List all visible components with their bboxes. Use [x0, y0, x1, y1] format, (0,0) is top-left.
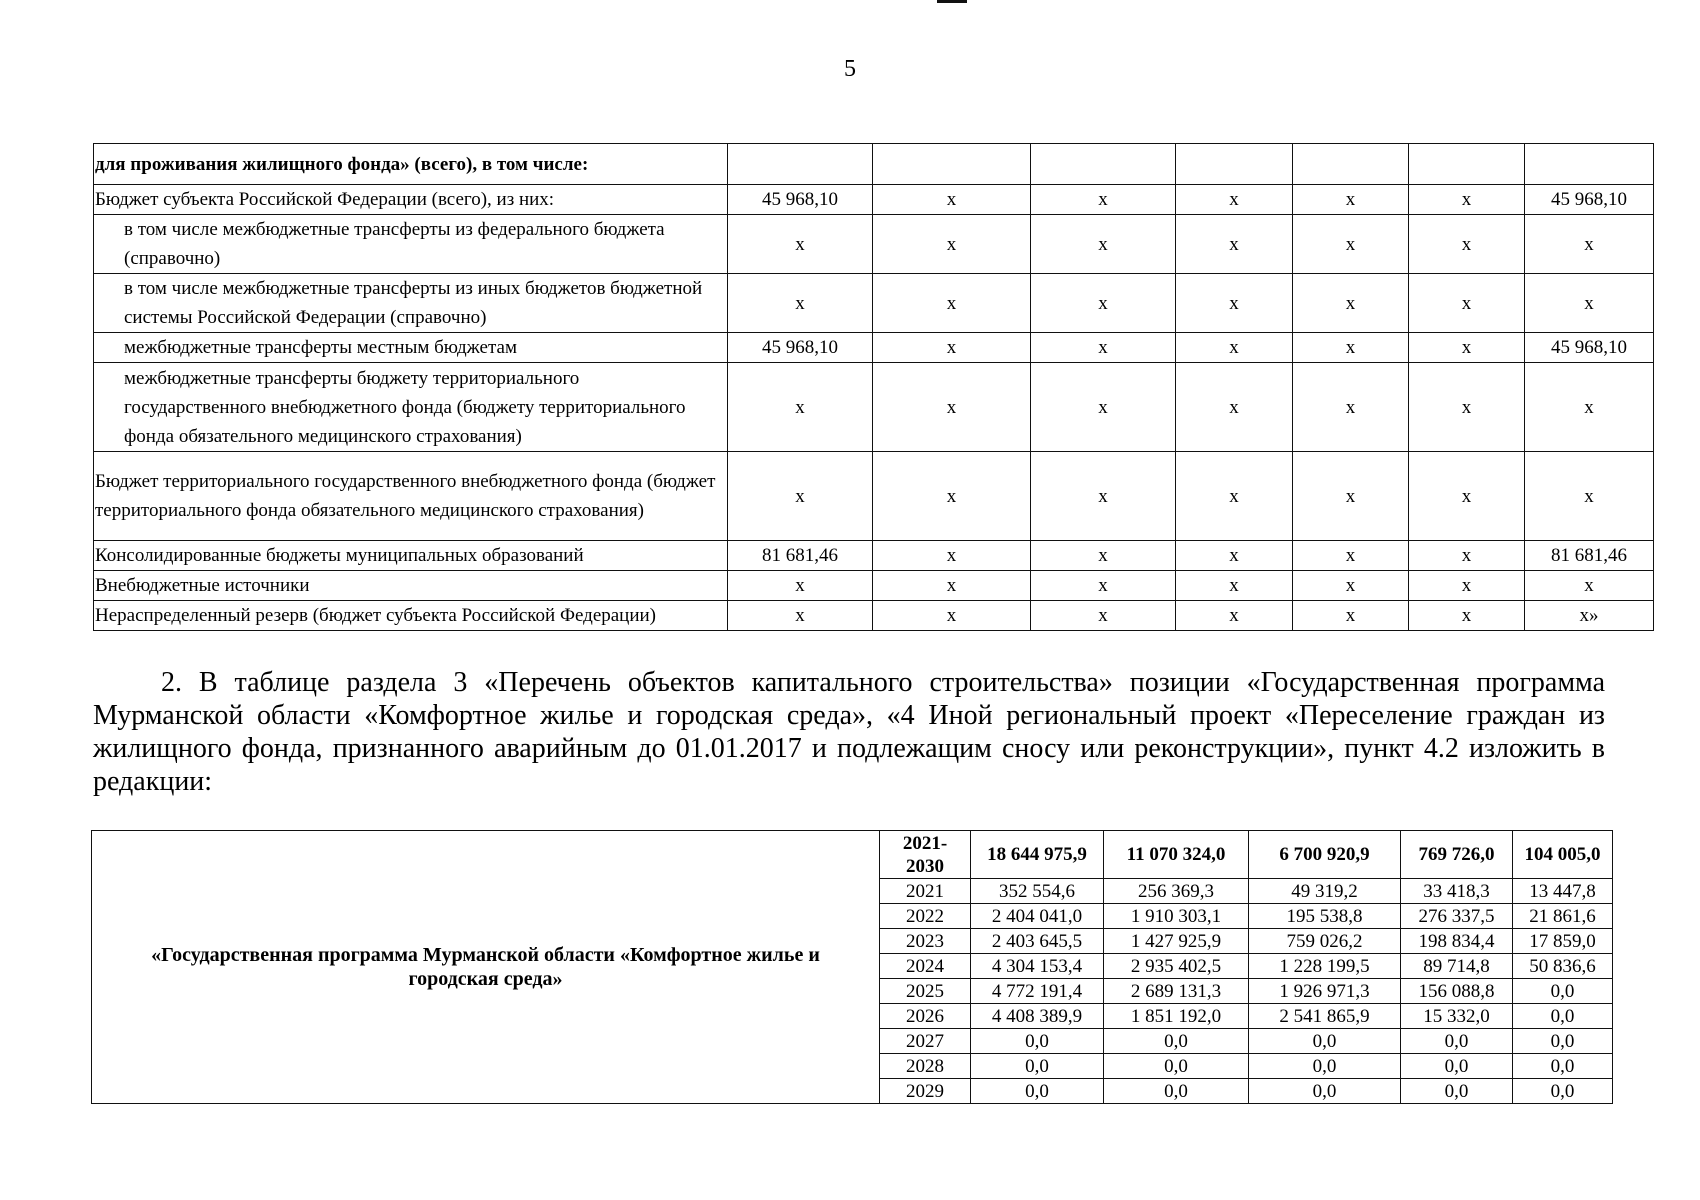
row-label: Внебюджетные источники: [94, 571, 728, 601]
value-cell: x: [1409, 363, 1525, 452]
value-cell: x: [1031, 601, 1176, 631]
value-cell: x: [1525, 571, 1654, 601]
value-cell: 0,0: [971, 1079, 1104, 1104]
value-cell: 81 681,46: [728, 541, 873, 571]
value-cell: 45 968,10: [1525, 333, 1654, 363]
value-cell: x: [728, 215, 873, 274]
value-cell: 0,0: [1513, 1004, 1613, 1029]
value-cell: x: [1293, 452, 1409, 541]
value-cell: 1 228 199,5: [1249, 954, 1401, 979]
value-cell: x: [1293, 333, 1409, 363]
value-cell: 2 689 131,3: [1104, 979, 1249, 1004]
value-cell: 50 836,6: [1513, 954, 1613, 979]
value-cell: 0,0: [1104, 1054, 1249, 1079]
row-label: в том числе межбюджетные трансферты из иных бюджетов бюджетной системы Российской Федерации (справочно): [94, 274, 728, 333]
total-cell: 6 700 920,9: [1249, 831, 1401, 879]
value-cell: x: [1031, 571, 1176, 601]
value-cell: [1525, 144, 1654, 185]
value-cell: 2 403 645,5: [971, 929, 1104, 954]
value-cell: x: [873, 571, 1031, 601]
value-cell: 0,0: [1249, 1029, 1401, 1054]
value-cell: 33 418,3: [1401, 879, 1513, 904]
value-cell: x: [728, 363, 873, 452]
value-cell: 198 834,4: [1401, 929, 1513, 954]
value-cell: x: [873, 541, 1031, 571]
value-cell: x: [1409, 452, 1525, 541]
year-cell: 2026: [880, 1004, 971, 1029]
row-label: Консолидированные бюджеты муниципальных образований: [94, 541, 728, 571]
value-cell: x: [728, 452, 873, 541]
table-row: [94, 601, 1654, 631]
value-cell: [728, 144, 873, 185]
value-cell: x: [1409, 215, 1525, 274]
value-cell: x: [1293, 215, 1409, 274]
value-cell: 15 332,0: [1401, 1004, 1513, 1029]
value-cell: x: [728, 601, 873, 631]
table-row: [94, 363, 1654, 452]
value-cell: x: [873, 185, 1031, 215]
value-cell: 2 404 041,0: [971, 904, 1104, 929]
page-number: 5: [844, 56, 856, 82]
value-cell: 0,0: [971, 1054, 1104, 1079]
value-cell: x: [1031, 541, 1176, 571]
row-label: в том числе межбюджетные трансферты из федерального бюджета (справочно): [94, 215, 728, 274]
value-cell: x: [1409, 541, 1525, 571]
value-cell: 156 088,8: [1401, 979, 1513, 1004]
table-row: [94, 571, 1654, 601]
row-label: межбюджетные трансферты местным бюджетам: [94, 333, 728, 363]
table-row: [94, 274, 1654, 333]
program-name-cell: «Государственная программа Мурманской области «Комфортное жилье и городская среда»: [92, 831, 880, 1104]
value-cell: 0,0: [1401, 1054, 1513, 1079]
year-cell: 2025: [880, 979, 971, 1004]
value-cell: [1176, 144, 1293, 185]
value-cell: 2 541 865,9: [1249, 1004, 1401, 1029]
value-cell: 0,0: [1513, 1079, 1613, 1104]
value-cell: 352 554,6: [971, 879, 1104, 904]
value-cell: x: [873, 215, 1031, 274]
year-cell: 2021: [880, 879, 971, 904]
value-cell: x: [1409, 274, 1525, 333]
table-row: [94, 144, 1654, 185]
value-cell: 0,0: [1249, 1054, 1401, 1079]
value-cell: x: [1525, 215, 1654, 274]
value-cell: x: [1176, 333, 1293, 363]
value-cell: 759 026,2: [1249, 929, 1401, 954]
value-cell: 0,0: [1104, 1029, 1249, 1054]
total-cell: 104 005,0: [1513, 831, 1613, 879]
value-cell: 0,0: [1104, 1079, 1249, 1104]
year-cell: 2027: [880, 1029, 971, 1054]
value-cell: x: [1293, 363, 1409, 452]
value-cell: x: [1409, 601, 1525, 631]
period-cell: 2021- 2030: [880, 831, 971, 879]
value-cell: 276 337,5: [1401, 904, 1513, 929]
value-cell: x: [1176, 274, 1293, 333]
table-row: [94, 452, 1654, 541]
value-cell: 1 851 192,0: [1104, 1004, 1249, 1029]
value-cell: 45 968,10: [1525, 185, 1654, 215]
value-cell: 0,0: [1513, 979, 1613, 1004]
value-cell: 256 369,3: [1104, 879, 1249, 904]
value-cell: 0,0: [1401, 1029, 1513, 1054]
value-cell: x: [873, 274, 1031, 333]
value-cell: 1 910 303,1: [1104, 904, 1249, 929]
row-label: для проживания жилищного фонда» (всего), в том числе:: [94, 144, 728, 185]
value-cell: x: [1176, 363, 1293, 452]
year-cell: 2023: [880, 929, 971, 954]
value-cell: x: [1176, 185, 1293, 215]
value-cell: 0,0: [1513, 1054, 1613, 1079]
value-cell: 89 714,8: [1401, 954, 1513, 979]
value-cell: x: [1293, 274, 1409, 333]
value-cell: x: [1031, 363, 1176, 452]
value-cell: x: [1176, 541, 1293, 571]
year-cell: 2022: [880, 904, 971, 929]
value-cell: 21 861,6: [1513, 904, 1613, 929]
total-cell: 11 070 324,0: [1104, 831, 1249, 879]
value-cell: x: [728, 571, 873, 601]
value-cell: x: [873, 601, 1031, 631]
value-cell: 45 968,10: [728, 333, 873, 363]
value-cell: x: [1525, 363, 1654, 452]
row-label: межбюджетные трансферты бюджету территориального государственного внебюджетного фонда (бюджету территориального фонда обязательного медицинского страхования): [94, 363, 728, 452]
year-cell: 2028: [880, 1054, 971, 1079]
capital-construction-table: [91, 830, 1613, 1104]
value-cell: [1293, 144, 1409, 185]
value-cell: 4 772 191,4: [971, 979, 1104, 1004]
value-cell: x: [1031, 452, 1176, 541]
value-cell: x: [1176, 452, 1293, 541]
value-cell: 49 319,2: [1249, 879, 1401, 904]
value-cell: 17 859,0: [1513, 929, 1613, 954]
funding-sources-table: [93, 143, 1654, 631]
table-row: [94, 333, 1654, 363]
page-top-mark: [937, 0, 967, 3]
value-cell: x: [1409, 571, 1525, 601]
value-cell: [1031, 144, 1176, 185]
year-cell: 2029: [880, 1079, 971, 1104]
amendment-paragraph: 2. В таблице раздела 3 «Перечень объектов капитального строительства» позиции «Государственная программа Мурманской области «Комфортное жилье и городская среда», «4 Иной региональный проект «Переселение граждан из жилищного фонда, признанного аварийным до 01.01.2017 и подлежащим сносу или реконструкции», пункт 4.2 изложить в редакции:: [93, 667, 1605, 797]
total-cell: 769 726,0: [1401, 831, 1513, 879]
value-cell: x: [873, 452, 1031, 541]
year-cell: 2024: [880, 954, 971, 979]
value-cell: 1 926 971,3: [1249, 979, 1401, 1004]
value-cell: 13 447,8: [1513, 879, 1613, 904]
value-cell: [873, 144, 1031, 185]
table-row: [92, 831, 1613, 879]
value-cell: 45 968,10: [728, 185, 873, 215]
value-cell: x: [728, 274, 873, 333]
row-label: Нераспределенный резерв (бюджет субъекта Российской Федерации): [94, 601, 728, 631]
value-cell: x: [1031, 274, 1176, 333]
value-cell: x: [1293, 185, 1409, 215]
value-cell: x: [1293, 601, 1409, 631]
value-cell: [1409, 144, 1525, 185]
value-cell: x: [873, 333, 1031, 363]
value-cell: 0,0: [971, 1029, 1104, 1054]
value-cell: x: [1293, 541, 1409, 571]
value-cell: x: [1176, 215, 1293, 274]
value-cell: x: [873, 363, 1031, 452]
total-cell: 18 644 975,9: [971, 831, 1104, 879]
value-cell: x: [1409, 185, 1525, 215]
row-label: Бюджет субъекта Российской Федерации (всего), из них:: [94, 185, 728, 215]
value-cell: 0,0: [1513, 1029, 1613, 1054]
value-cell: 0,0: [1401, 1079, 1513, 1104]
value-cell: x: [1031, 185, 1176, 215]
value-cell: 2 935 402,5: [1104, 954, 1249, 979]
table-row: [94, 185, 1654, 215]
value-cell: x: [1031, 215, 1176, 274]
value-cell: x: [1176, 571, 1293, 601]
value-cell: x: [1176, 601, 1293, 631]
value-cell: x»: [1525, 601, 1654, 631]
value-cell: 195 538,8: [1249, 904, 1401, 929]
table-row: [94, 215, 1654, 274]
value-cell: 1 427 925,9: [1104, 929, 1249, 954]
value-cell: 4 408 389,9: [971, 1004, 1104, 1029]
value-cell: x: [1525, 452, 1654, 541]
value-cell: 81 681,46: [1525, 541, 1654, 571]
value-cell: x: [1031, 333, 1176, 363]
value-cell: 0,0: [1249, 1079, 1401, 1104]
table-row: [94, 541, 1654, 571]
row-label: Бюджет территориального государственного внебюджетного фонда (бюджет территориального фонда обязательного медицинского страхования): [94, 452, 728, 541]
value-cell: x: [1293, 571, 1409, 601]
value-cell: x: [1409, 333, 1525, 363]
value-cell: 4 304 153,4: [971, 954, 1104, 979]
value-cell: x: [1525, 274, 1654, 333]
